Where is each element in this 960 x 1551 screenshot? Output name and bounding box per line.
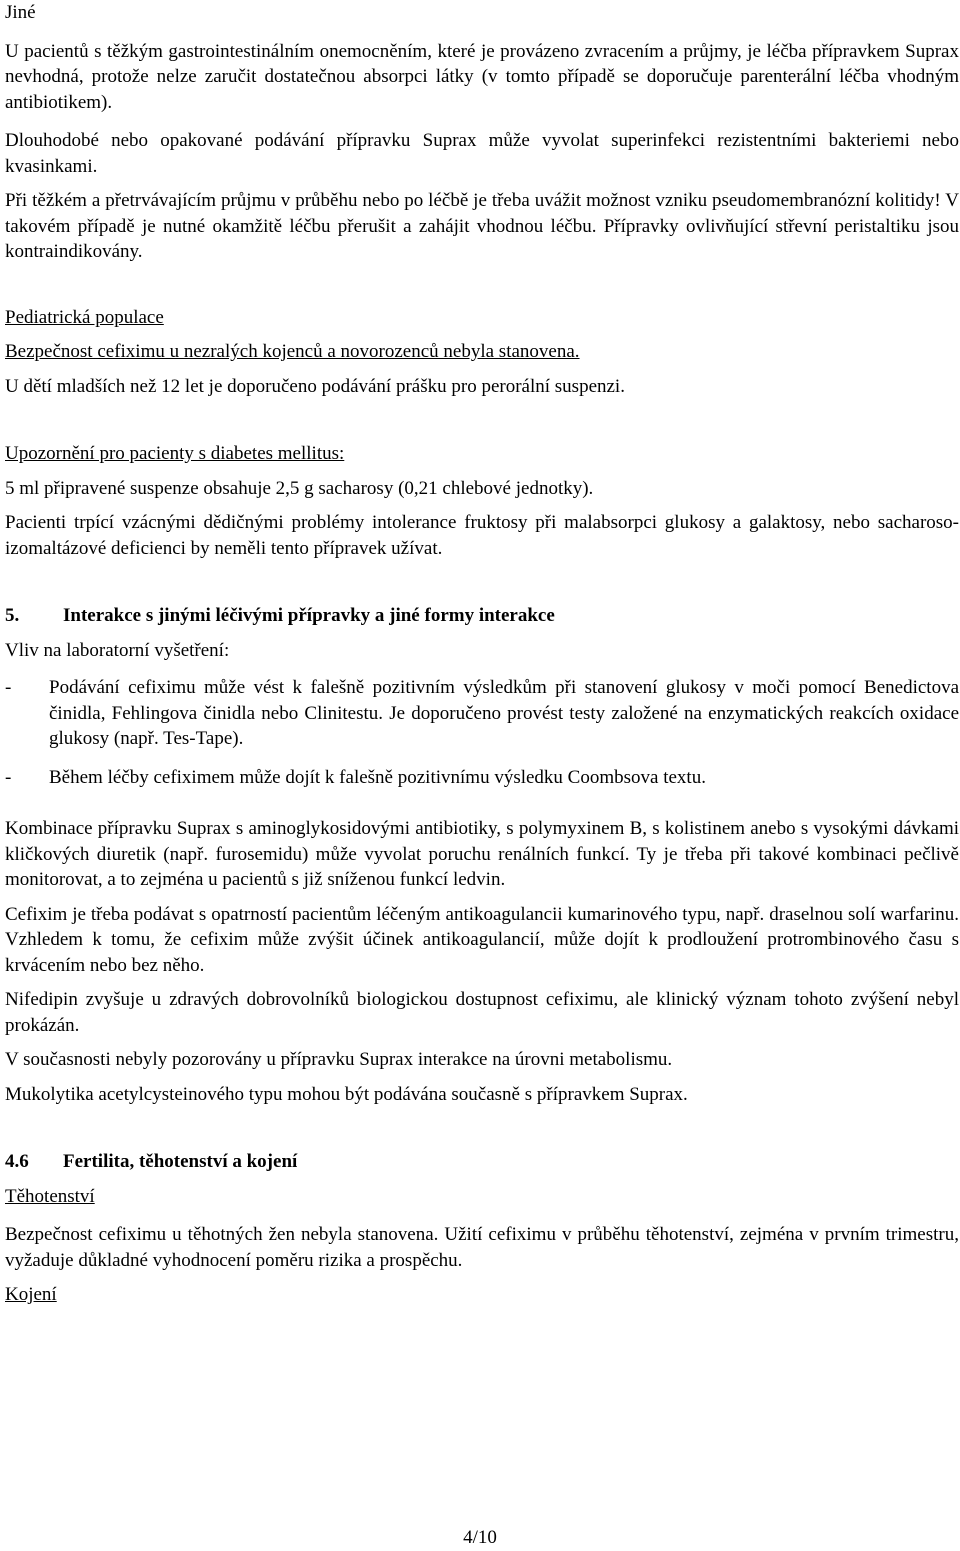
list-dash: -	[5, 677, 12, 698]
pediatric-paragraph-1: Bezpečnost cefiximu u nezralých kojenců a novorozenců nebyla stanovena.	[5, 341, 580, 362]
list-dash: -	[5, 766, 12, 788]
list-item	[5, 765, 959, 791]
interactions-paragraph-4: V současnosti nebyly pozorovány u přípravku Suprax interakce na úrovni metabolismu.	[5, 1049, 673, 1070]
section-title: Interakce s jinými léčivými přípravky a jiné formy interakce	[63, 605, 555, 626]
interactions-paragraph-1: Kombinace přípravku Suprax s aminoglykosidovými antibiotiky, s polymyxinem B, s kolistinem anebo s vysokými dávkami kličkových diuretik (např. furosemidu) může vyvolat poruchu renálních funkcí. Ty je třeba při takové kombinaci pečlivě monitorovat, a to zejména u pacientů s již sníženou funkcí ledvin.	[5, 818, 959, 890]
list-item-text: Během léčby cefiximem může dojít k falešně pozitivnímu výsledku Coombsova textu.	[49, 766, 706, 788]
pediatric-heading: Pediatrická populace	[5, 306, 164, 328]
other-paragraph-2: Dlouhodobé nebo opakované podávání přípravku Suprax může vyvolat superinfekci rezistentními bakteriemi nebo kvasinkami.	[5, 130, 959, 177]
page-number: 4/10	[463, 1527, 497, 1548]
section-title: Fertilita, těhotenství a kojení	[63, 1151, 298, 1172]
list-item-text: Podávání cefiximu může vést k falešně pozitivním výsledkům při stanovení glukosy v moči pomocí Benedictova činidla, Fehlingova činidla nebo Clinitestu. Je doporučeno provést testy založené na enzymatických reakcích oxidace glukosy (např. Tes-Tape).	[49, 677, 959, 749]
section-number: 4.6	[5, 1151, 29, 1172]
lab-heading: Vliv na laboratorní vyšetření:	[5, 639, 230, 661]
other-paragraph-1: U pacientů s těžkým gastrointestinálním onemocněním, které je provázeno zvracením a průjmy, je léčba přípravkem Suprax nevhodná, protože nelze zaručit dostatečnou absorpci látky (v tomto případě se doporučuje parenterální léčba vhodným antibiotikem).	[5, 40, 959, 113]
section-5-heading	[5, 603, 959, 629]
document-page	[5, 0, 959, 1308]
section-4-6-heading	[5, 1149, 959, 1175]
interactions-paragraph-3: Nifedipin zvyšuje u zdravých dobrovolníků biologickou dostupnost cefiximu, ale klinický význam tohoto zvýšení nebyl prokázán.	[5, 989, 959, 1036]
other-heading: Jiné	[5, 2, 36, 23]
lactation-heading: Kojení	[5, 1284, 57, 1305]
diabetes-heading: Upozornění pro pacienty s diabetes mellitus:	[5, 443, 345, 464]
pregnancy-paragraph: Bezpečnost cefiximu u těhotných žen nebyla stanovena. Užití cefiximu v průběhu těhotenství, zejména v prvním trimestru, vyžaduje důkladné vyhodnocení poměru rizika a prospěchu.	[5, 1224, 959, 1271]
pediatric-paragraph-2: U dětí mladších než 12 let je doporučeno podávání prášku pro perorální suspenzi.	[5, 375, 625, 397]
pregnancy-heading: Těhotenství	[5, 1185, 95, 1207]
list-item	[5, 675, 959, 752]
section-number: 5.	[5, 605, 20, 626]
diabetes-paragraph-2: Pacienti trpící vzácnými dědičnými problémy intolerance fruktosy při malabsorpci glukosy a galaktosy, nebo sacharoso-izomaltázové deficienci by neměli tento přípravek užívat.	[5, 512, 959, 559]
interactions-paragraph-5: Mukolytika acetylcysteinového typu mohou být podávána současně s přípravkem Suprax.	[5, 1083, 688, 1105]
diabetes-paragraph-1: 5 ml připravené suspenze obsahuje 2,5 g sacharosy (0,21 chlebové jednotky).	[5, 477, 594, 499]
other-paragraph-3: Při těžkém a přetrvávajícím průjmu v průběhu nebo po léčbě je třeba uvážit možnost vzniku pseudomembranózní kolitidy! V takovém případě je nutné okamžitě léčbu přerušit a zahájit vhodnou léčbu. Přípravky ovlivňující střevní peristaltiku jsou kontraindikovány.	[5, 190, 959, 262]
interactions-paragraph-2: Cefixim je třeba podávat s opatrností pacientům léčeným antikoagulancii kumarinového typu, např. draselnou solí warfarinu. Vzhledem k tomu, že cefixim může zvýšit účinek antikoagulancií, může dojít k prodloužení protrombinového času s krvácením nebo bez něho.	[5, 903, 959, 976]
